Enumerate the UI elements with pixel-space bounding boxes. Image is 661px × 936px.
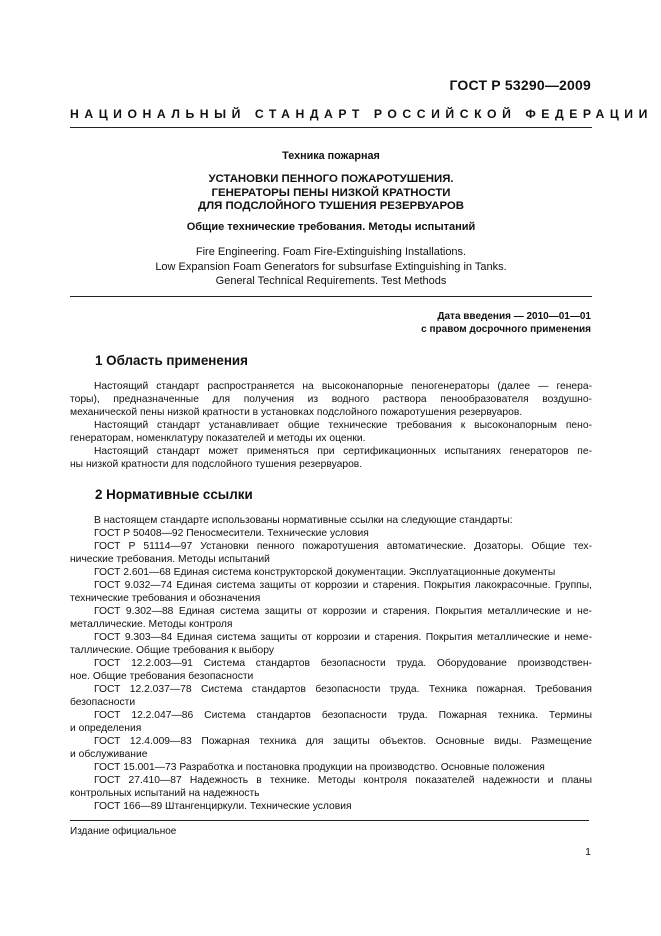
reference-line: ГОСТ 2.601—68 Единая система конструкторской документации. Эксплуатационные документы — [94, 567, 556, 578]
text-line: торы), предназначенные для получения из водного раствора пенообразователя воздушно- — [70, 394, 592, 405]
reference-line: и определения — [70, 723, 142, 734]
reference-line: ГОСТ 12.4.009—83 Пожарная техника для защиты объектов. Основные виды. Размещение — [94, 736, 592, 747]
reference-line: ГОСТ 12.2.047—86 Система стандартов безопасности труда. Пожарная техника. Термины — [94, 710, 592, 721]
title-line: УСТАНОВКИ ПЕННОГО ПОЖАРОТУШЕНИЯ. — [208, 173, 454, 185]
reference-line: ГОСТ Р 51114—97 Установки пенного пожаротушения автоматические. Дозаторы. Общие тех- — [94, 541, 592, 552]
reference-line: ГОСТ 9.303—84 Единая система защиты от коррозии и старения. Покрытия металлические и неме- — [94, 632, 592, 643]
reference-line: ГОСТ Р 50408—92 Пеносмесители. Технические условия — [94, 528, 369, 539]
introduction-date — [421, 310, 591, 336]
text-line: ны низкой кратности для подслойного тушения резервуаров. — [70, 459, 363, 470]
reference-line: и обслуживание — [70, 749, 148, 760]
reference-line: металлические. Методы контроля — [70, 619, 233, 630]
section-2-heading: 2 Нормативные ссылки — [95, 487, 253, 502]
reference-line: безопасности — [70, 697, 136, 708]
reference-line: ГОСТ 12.2.037—78 Система стандартов безопасности труда. Техника пожарная. Требования — [94, 684, 592, 695]
title-line: ДЛЯ ПОДСЛОЙНОГО ТУШЕНИЯ РЕЗЕРВУАРОВ — [197, 200, 465, 212]
footer-divider — [70, 820, 589, 821]
english-title-line: General Technical Requirements. Test Methods — [215, 275, 447, 287]
section-1-heading: 1 Область применения — [95, 353, 248, 368]
english-title-line: Low Expansion Foam Generators for subsurfase Extinguishing in Tanks. — [155, 260, 507, 273]
section-1-body — [70, 380, 592, 471]
reference-line: контрольных испытаний на надежность — [70, 788, 260, 799]
title-line: ГЕНЕРАТОРЫ ПЕНЫ НИЗКОЙ КРАТНОСТИ — [211, 186, 451, 199]
section-2-body — [70, 514, 592, 813]
reference-line: ГОСТ 9.032—74 Единая система защиты от коррозии и старения. Покрытия лакокрасочные. Группы, — [94, 580, 592, 591]
text-line: генераторам, номенклатуру показателей и методы их оценки. — [70, 433, 366, 444]
text-line: Настоящий стандарт распространяется на высоконапорные пеногенераторы (далее — генера- — [94, 381, 592, 392]
reference-line: ное. Общие требования безопасности — [70, 671, 254, 682]
official-edition-label: Издание официальное — [70, 826, 177, 837]
national-standard-banner: НАЦИОНАЛЬНЫЙ СТАНДАРТ РОССИЙСКОЙ ФЕДЕРАЦИИ — [70, 107, 653, 121]
text-line: В настоящем стандарте использованы нормативные ссылки на следующие стандарты: — [94, 515, 513, 526]
document-subtitle: Общие технические требования. Методы испытаний — [186, 221, 476, 233]
early-application-note: с правом досрочного применения — [421, 324, 591, 335]
document-title — [70, 173, 592, 214]
reference-line: ГОСТ 166—89 Штангенциркули. Технические условия — [94, 801, 352, 812]
document-code: ГОСТ Р 53290—2009 — [449, 77, 591, 93]
text-line: Настоящий стандарт может применяться при сертификационных испытаниях генераторов пе- — [94, 446, 592, 457]
text-line: механической пены низкой кратности в установках подслойного пожаротушения резервуаров. — [70, 407, 523, 418]
english-title — [70, 245, 592, 289]
reference-line: технические требования и обозначения — [70, 593, 261, 604]
header-divider — [70, 127, 592, 128]
reference-line: ГОСТ 15.001—73 Разработка и постановка продукции на производство. Основные положения — [94, 762, 545, 773]
page-number: 1 — [585, 846, 591, 858]
reference-line: ГОСТ 27.410—87 Надежность в технике. Методы контроля показателей надежности и планы — [94, 775, 592, 786]
document-subject: Техника пожарная — [282, 150, 380, 162]
english-title-line: Fire Engineering. Foam Fire-Extinguishing Installations. — [195, 246, 467, 258]
reference-line: нические требования. Методы испытаний — [70, 554, 270, 565]
reference-line: таллические. Общие требования к выбору — [70, 645, 275, 656]
introduction-date-line: Дата введения — 2010—01—01 — [437, 311, 591, 322]
reference-line: ГОСТ 9.302—88 Единая система защиты от коррозии и старения. Покрытия металлические и не- — [94, 606, 592, 617]
title-divider — [70, 296, 592, 297]
text-line: Настоящий стандарт устанавливает общие технические требования к высоконапорным пено- — [94, 420, 592, 431]
reference-line: ГОСТ 12.2.003—91 Система стандартов безопасности труда. Оборудование производствен- — [94, 658, 592, 669]
